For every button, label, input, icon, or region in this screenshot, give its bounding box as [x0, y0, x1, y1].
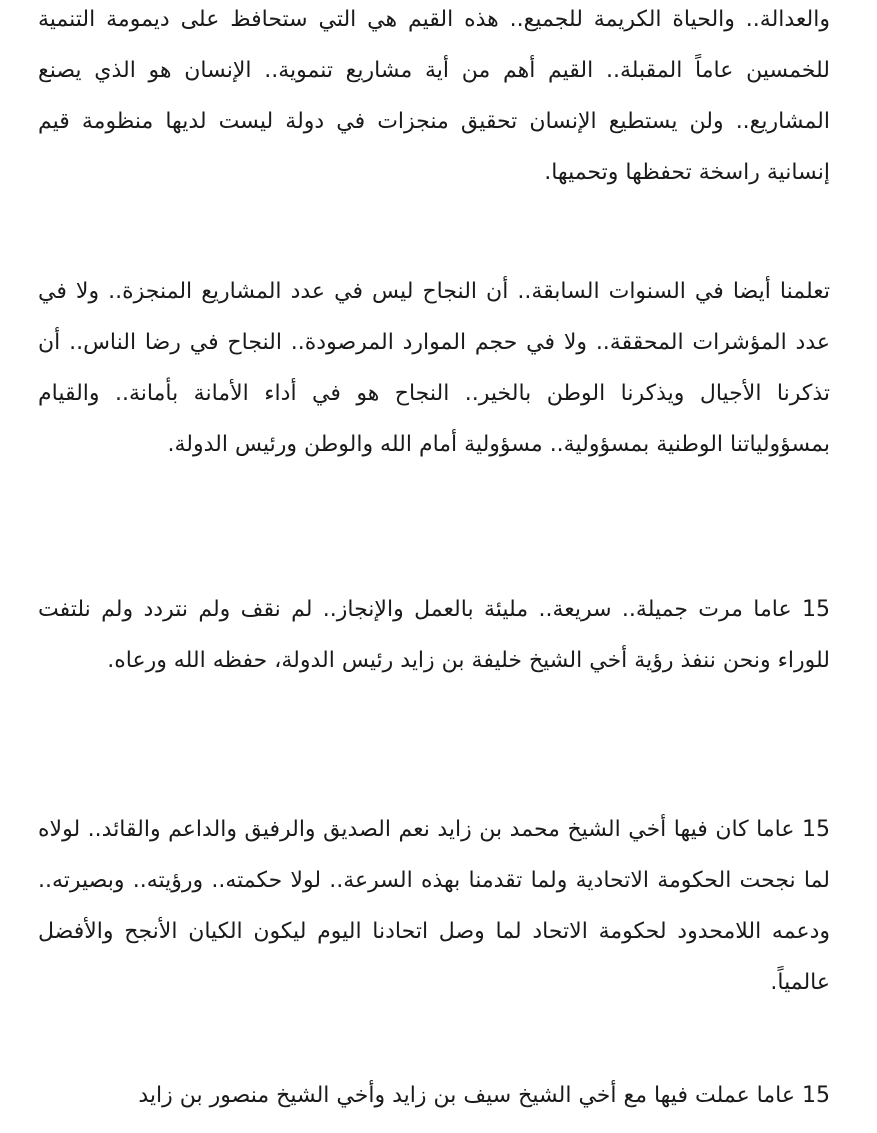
paragraph-15-years-khalifa: 15 عاما مرت جميلة.. سريعة.. مليئة بالعمل والإنجاز.. لم نقف ولم نتردد ولم نلتفت للوراء ونحن ننفذ رؤية أخي الشيخ خليفة بن زايد رئيس الدولة، حفظه الله ورعاه.	[38, 597, 830, 673]
paragraph-15-years-saif-mansour: 15 عاما عملت فيها مع أخي الشيخ سيف بن زايد وأخي الشيخ منصور بن زايد	[138, 1083, 830, 1108]
paragraph-success: تعلمنا أيضا في السنوات السابقة.. أن النجاح ليس في عدد المشاريع المنجزة.. ولا في عدد المؤشرات المحققة.. ولا في حجم الموارد المرصودة.. النجاح في رضا الناس.. أن تذكرنا الأجيال ويذكرنا الوطن بالخير.. النجاح هو في أداء الأمانة بأمانة.. والقيام بمسؤولياتنا الوطنية بمسؤولية.. مسؤولية أمام الله والوطن ورئيس الدولة.	[38, 279, 830, 457]
paragraph-values: والعدالة.. والحياة الكريمة للجميع.. هذه القيم هي التي ستحافظ على ديمومة التنمية للخمسين عاماً المقبلة.. القيم أهم من أية مشاريع تنموية.. الإنسان هو الذي يصنع المشاريع.. ولن يستطيع الإنسان تحقيق منجزات في دولة ليست لديها منظومة قيم إنسانية راسخة تحفظها وتحميها.	[38, 7, 830, 185]
paragraph-15-years-mohammed: 15 عاما كان فيها أخي الشيخ محمد بن زايد نعم الصديق والرفيق والداعم والقائد.. لولاه لما نجحت الحكومة الاتحادية ولما تقدمنا بهذه السرعة.. لولا حكمته.. ورؤيته.. وبصيرته.. ودعمه اللامحدود لحكومة الاتحاد لما وصل اتحادنا اليوم ليكون الكيان الأنجح والأفضل عالمياً.	[38, 817, 830, 995]
